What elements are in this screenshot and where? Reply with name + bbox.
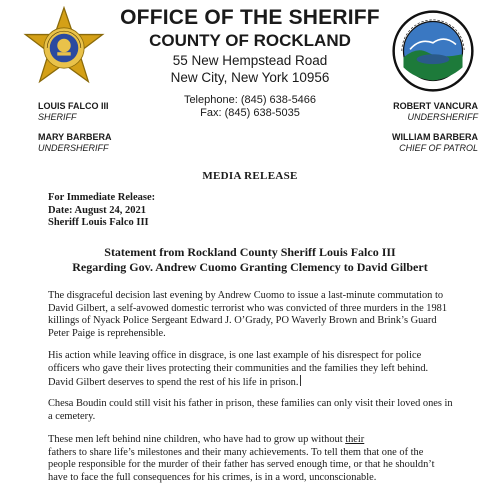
statement-title (0, 245, 500, 275)
underlined-word: their (345, 434, 365, 445)
text-line: have to face the full consequences for his crimes, is in a word, unconscionable. (48, 471, 377, 483)
text-line: David Gilbert, a self-avowed domestic terrorist who was convicted of three murders in the 1981 (48, 302, 448, 314)
paragraph-3 (48, 398, 468, 423)
immediate-release: For Immediate Release: (48, 192, 156, 203)
text-line: killings of Nyack Police Sergeant Edward J. O’Grady, PO Waverly Brown and Brink’s Guard (48, 315, 437, 327)
street-address: 55 New Hempstead Road (172, 53, 328, 68)
official-undersheriff-left (38, 132, 112, 154)
official-chief-of-patrol (392, 132, 478, 154)
official-name: MARY BARBERA (38, 132, 112, 142)
release-date: Date: August 24, 2021 (48, 204, 147, 216)
text-cursor-icon (300, 375, 301, 386)
official-name: WILLIAM BARBERA (392, 132, 478, 142)
text-line: The disgraceful decision last evening by Andrew Cuomo to issue a last-minute commutation to (48, 290, 444, 301)
text-line: a cemetery. (48, 410, 96, 422)
release-from: Sheriff Louis Falco III (48, 217, 149, 228)
text-line: Chesa Boudin could still visit his father in prison, these families can only visit their loved ones in (48, 398, 453, 409)
telephone: Telephone: (845) 638-5466 (183, 94, 317, 106)
statement-line: Regarding Gov. Andrew Cuomo Granting Clemency to David Gilbert (72, 260, 428, 274)
official-name: ROBERT VANCURA (393, 101, 478, 111)
fax: Fax: (845) 638-5035 (200, 107, 300, 119)
text-line: fathers to share life’s milestones and their many achievements. To tell them that one of the (48, 446, 424, 458)
release-meta (48, 192, 155, 230)
official-title: CHIEF OF PATROL (399, 143, 478, 153)
text-line (48, 434, 468, 447)
text-segment: These men left behind nine children, who have had to grow up without (48, 434, 346, 445)
official-undersheriff-right (393, 101, 478, 123)
text-line: David Gilbert deserves to spend the rest of his life in prison. (48, 377, 299, 389)
text-line: Peter Paige is reprehensible. (48, 327, 166, 339)
paragraph-4 (48, 434, 468, 484)
county-name: COUNTY OF ROCKLAND (149, 31, 351, 50)
paragraph-1 (48, 290, 468, 340)
text-line-with-cursor (48, 375, 468, 390)
official-title: SHERIFF (38, 112, 77, 122)
official-title: UNDERSHERIFF (407, 112, 478, 122)
official-sheriff (38, 101, 109, 123)
city-address: New City, New York 10956 (170, 70, 330, 85)
statement-line: Statement from Rockland County Sheriff Louis Falco III (104, 245, 396, 259)
text-line: people responsible for the murder of their father has served enough time, or that he shouldn’t (48, 459, 435, 471)
text-line: His action while leaving office in disgrace, is one last example of his disrespect for police (48, 350, 422, 361)
paragraph-2 (48, 350, 468, 390)
official-name: LOUIS FALCO III (38, 101, 109, 111)
official-title: UNDERSHERIFF (38, 143, 109, 153)
media-release-label: MEDIA RELEASE (202, 170, 298, 182)
text-line: officers who gave their lives protecting their communities and the families they left behind. (48, 362, 429, 374)
office-title: OFFICE OF THE SHERIFF (120, 6, 380, 29)
